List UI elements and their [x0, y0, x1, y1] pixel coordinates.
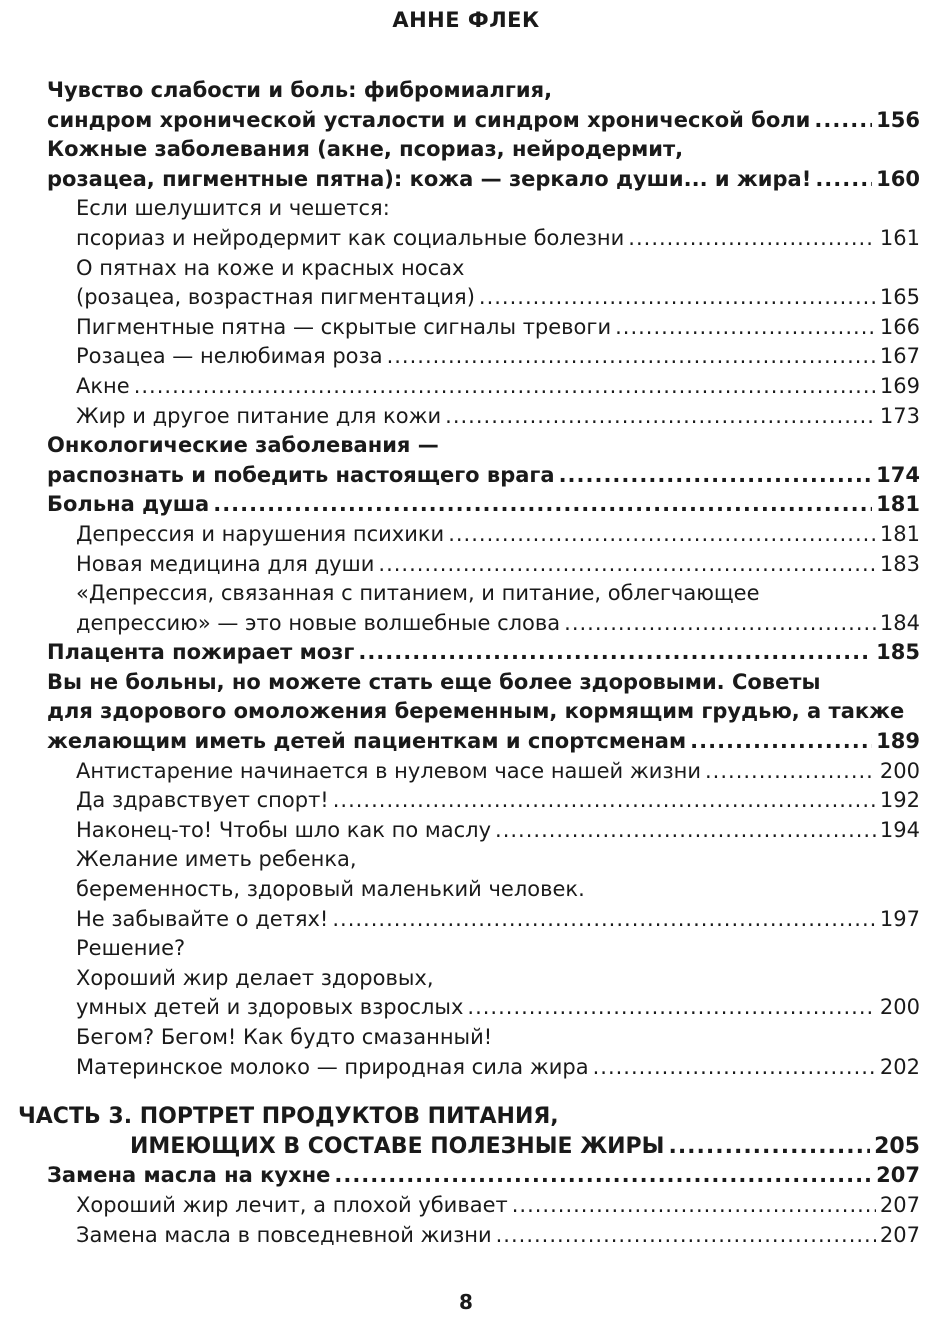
dot-leader — [378, 550, 876, 580]
toc-line — [0, 609, 932, 639]
toc-chapter-entry[interactable] — [0, 638, 932, 668]
toc-page-number: 194 — [879, 817, 920, 842]
toc-page-number: 184 — [879, 610, 920, 635]
toc-page-number: 169 — [879, 373, 920, 398]
toc-chapter-entry[interactable] — [0, 76, 932, 135]
toc-line — [0, 165, 932, 195]
toc-title-text: распознать и победить настоящего врага — [47, 462, 555, 487]
toc-section-entry[interactable] — [0, 786, 932, 816]
toc-line — [0, 638, 932, 668]
toc-line — [0, 845, 932, 875]
dot-leader — [445, 402, 876, 432]
toc-page-number: 192 — [879, 788, 920, 813]
toc-line — [0, 431, 932, 461]
dot-leader — [690, 727, 872, 757]
toc-title-text: Розацеа — нелюбимая роза — [76, 344, 383, 369]
toc-page-number: 207 — [879, 1222, 920, 1247]
toc-section-entry[interactable] — [0, 1023, 932, 1082]
toc-page-number: 202 — [879, 1054, 920, 1079]
toc-line — [0, 461, 932, 491]
toc-line — [0, 372, 932, 402]
toc-line — [0, 1161, 932, 1191]
table-of-contents — [0, 76, 932, 1250]
toc-title-text: Вы не больны, но можете стать еще более здоровыми. Советы — [47, 669, 821, 694]
dot-leader — [815, 165, 872, 195]
toc-title-text: беременность, здоровый маленький человек. — [76, 877, 585, 902]
toc-section-entry[interactable] — [0, 313, 932, 343]
dot-leader — [705, 757, 876, 787]
toc-title-text: желающим иметь детей пациенткам и спортсменам — [47, 729, 687, 754]
toc-line — [0, 1053, 932, 1083]
toc-chapter-entry[interactable] — [0, 1161, 932, 1191]
toc-title-text: Депрессия и нарушения психики — [76, 521, 445, 546]
toc-title-text: Пигментные пятна — скрытые сигналы тревоги — [76, 314, 612, 339]
toc-section-entry[interactable] — [0, 1221, 932, 1251]
toc-line — [0, 224, 932, 254]
toc-title-text: Акне — [76, 373, 130, 398]
toc-page-number: 207 — [879, 1192, 920, 1217]
toc-line — [0, 1023, 932, 1053]
toc-section-entry[interactable] — [0, 579, 932, 638]
toc-title-text: Кожные заболевания (акне, псориаз, нейродермит, — [47, 137, 684, 162]
toc-line — [0, 727, 932, 757]
toc-part-entry[interactable] — [0, 1102, 932, 1161]
toc-page-number: 160 — [876, 166, 920, 191]
toc-section-entry[interactable] — [0, 194, 932, 253]
dot-leader — [628, 224, 876, 254]
toc-line — [0, 283, 932, 313]
toc-line — [0, 816, 932, 846]
toc-line — [0, 490, 932, 520]
toc-line — [0, 1102, 932, 1132]
dot-leader — [593, 1053, 876, 1083]
dot-leader — [559, 461, 873, 491]
toc-title-text: Новая медицина для души — [76, 551, 375, 576]
toc-title-text: Наконец-то! Чтобы шло как по маслу — [76, 817, 492, 842]
toc-page-number: 173 — [879, 403, 920, 428]
dot-leader — [496, 1221, 876, 1251]
toc-page-number: 189 — [876, 729, 920, 754]
toc-title-text: синдром хронической усталости и синдром хронической боли — [47, 107, 811, 132]
toc-chapter-entry[interactable] — [0, 668, 932, 757]
toc-line — [0, 520, 932, 550]
toc-line — [0, 697, 932, 727]
toc-page-number: 181 — [876, 492, 920, 517]
toc-line — [0, 342, 932, 372]
toc-section-entry[interactable] — [0, 845, 932, 934]
part-spacer — [0, 1082, 932, 1102]
toc-title-text: Хороший жир лечит, а плохой убивает — [76, 1192, 508, 1217]
toc-line — [0, 76, 932, 106]
dot-leader — [495, 816, 876, 846]
toc-line — [0, 254, 932, 284]
page-number: 8 — [459, 1290, 473, 1314]
dot-leader — [564, 609, 876, 639]
toc-page-number: 185 — [876, 640, 920, 665]
toc-title-text: Хороший жир делает здоровых, — [76, 965, 434, 990]
toc-section-entry[interactable] — [0, 934, 932, 1023]
toc-title-text: (розацеа, возрастная пигментация) — [76, 285, 475, 310]
dot-leader — [213, 490, 872, 520]
toc-line — [0, 579, 932, 609]
toc-title-text: ИМЕЮЩИХ В СОСТАВЕ ПОЛЕЗНЫЕ ЖИРЫ — [130, 1133, 665, 1159]
toc-line — [0, 402, 932, 432]
toc-page-number: 167 — [879, 344, 920, 369]
toc-line — [0, 1132, 932, 1162]
dot-leader — [467, 993, 876, 1023]
toc-line — [0, 757, 932, 787]
toc-line — [0, 1221, 932, 1251]
toc-section-entry[interactable] — [0, 402, 932, 432]
dot-leader — [615, 313, 876, 343]
toc-page-number: 156 — [876, 107, 920, 132]
dot-leader — [334, 1161, 872, 1191]
toc-line — [0, 993, 932, 1023]
dot-leader — [358, 638, 872, 668]
toc-section-entry[interactable] — [0, 550, 932, 580]
toc-page-number: 207 — [876, 1163, 920, 1188]
toc-title-text: Если шелушится и чешется: — [76, 196, 390, 221]
toc-section-entry[interactable] — [0, 1191, 932, 1221]
toc-title-text: Да здравствует спорт! — [76, 788, 329, 813]
toc-title-text: депрессию» — это новые волшебные слова — [76, 610, 561, 635]
toc-chapter-entry[interactable] — [0, 135, 932, 194]
toc-page-number: 161 — [879, 225, 920, 250]
toc-title-text: Материнское молоко — природная сила жира — [76, 1054, 589, 1079]
toc-line — [0, 786, 932, 816]
dot-leader — [387, 342, 876, 372]
toc-title-text: Замена масла на кухне — [47, 1163, 331, 1188]
toc-section-entry[interactable] — [0, 342, 932, 372]
toc-page-number: 197 — [879, 906, 920, 931]
toc-line — [0, 313, 932, 343]
dot-leader — [332, 905, 876, 935]
dot-leader — [134, 372, 876, 402]
toc-title-text: Больна душа — [47, 492, 210, 517]
dot-leader — [814, 106, 872, 136]
toc-section-entry[interactable] — [0, 520, 932, 550]
toc-line — [0, 934, 932, 964]
toc-page-number: 200 — [879, 995, 920, 1020]
dot-leader — [448, 520, 876, 550]
toc-title-text: Чувство слабости и боль: фибромиалгия, — [47, 78, 553, 102]
toc-line — [0, 106, 932, 136]
toc-title-text: Замена масла в повседневной жизни — [76, 1222, 492, 1247]
toc-title-text: Решение? — [76, 936, 186, 961]
toc-page-number: 174 — [876, 462, 920, 487]
toc-title-text: «Депрессия, связанная с питанием, и питание, облегчающее — [76, 581, 760, 606]
toc-line — [0, 550, 932, 580]
toc-title-text: Желание иметь ребенка, — [76, 847, 357, 872]
toc-title-text: Плацента пожирает мозг — [47, 640, 355, 665]
toc-page-number: 200 — [879, 758, 920, 783]
dot-leader — [512, 1191, 876, 1221]
toc-line — [0, 875, 932, 905]
toc-title-text: для здорового омоложения беременным, кормящим грудью, а также — [47, 699, 905, 724]
toc-title-text: Жир и другое питание для кожи — [76, 403, 442, 428]
toc-title-text: ЧАСТЬ 3. ПОРТРЕТ ПРОДУКТОВ ПИТАНИЯ, — [18, 1104, 559, 1130]
toc-section-entry[interactable] — [0, 372, 932, 402]
toc-title-text: Не забывайте о детях! — [76, 906, 329, 931]
toc-title-text: Антистарение начинается в нулевом часе нашей жизни — [76, 758, 701, 783]
toc-line — [0, 135, 932, 165]
toc-page-number: 183 — [879, 551, 920, 576]
toc-title-text: О пятнах на коже и красных носах — [76, 255, 465, 280]
toc-title-text: псориаз и нейродермит как социальные болезни — [76, 225, 625, 250]
toc-section-entry[interactable] — [0, 757, 932, 787]
toc-page-number: 205 — [874, 1133, 920, 1159]
toc-section-entry[interactable] — [0, 254, 932, 313]
toc-title-text: Бегом? Бегом! Как будто смазанный! — [76, 1025, 493, 1049]
toc-page-number: 181 — [879, 521, 920, 546]
toc-chapter-entry[interactable] — [0, 431, 932, 490]
toc-line — [0, 194, 932, 224]
toc-page-number: 165 — [879, 285, 920, 310]
dot-leader — [479, 283, 876, 313]
dot-leader — [668, 1132, 870, 1162]
toc-line — [0, 668, 932, 698]
running-header-author: АННЕ ФЛЕК — [392, 8, 540, 32]
toc-line — [0, 905, 932, 935]
toc-page-number: 166 — [879, 314, 920, 339]
toc-title-text: розацеа, пигментные пятна): кожа — зеркало души... и жира! — [47, 166, 812, 191]
toc-line — [0, 1191, 932, 1221]
toc-title-text: умных детей и здоровых взрослых — [76, 995, 464, 1020]
toc-section-entry[interactable] — [0, 816, 932, 846]
toc-chapter-entry[interactable] — [0, 490, 932, 520]
toc-line — [0, 964, 932, 994]
toc-title-text: Онкологические заболевания — — [47, 433, 439, 458]
dot-leader — [333, 786, 876, 816]
